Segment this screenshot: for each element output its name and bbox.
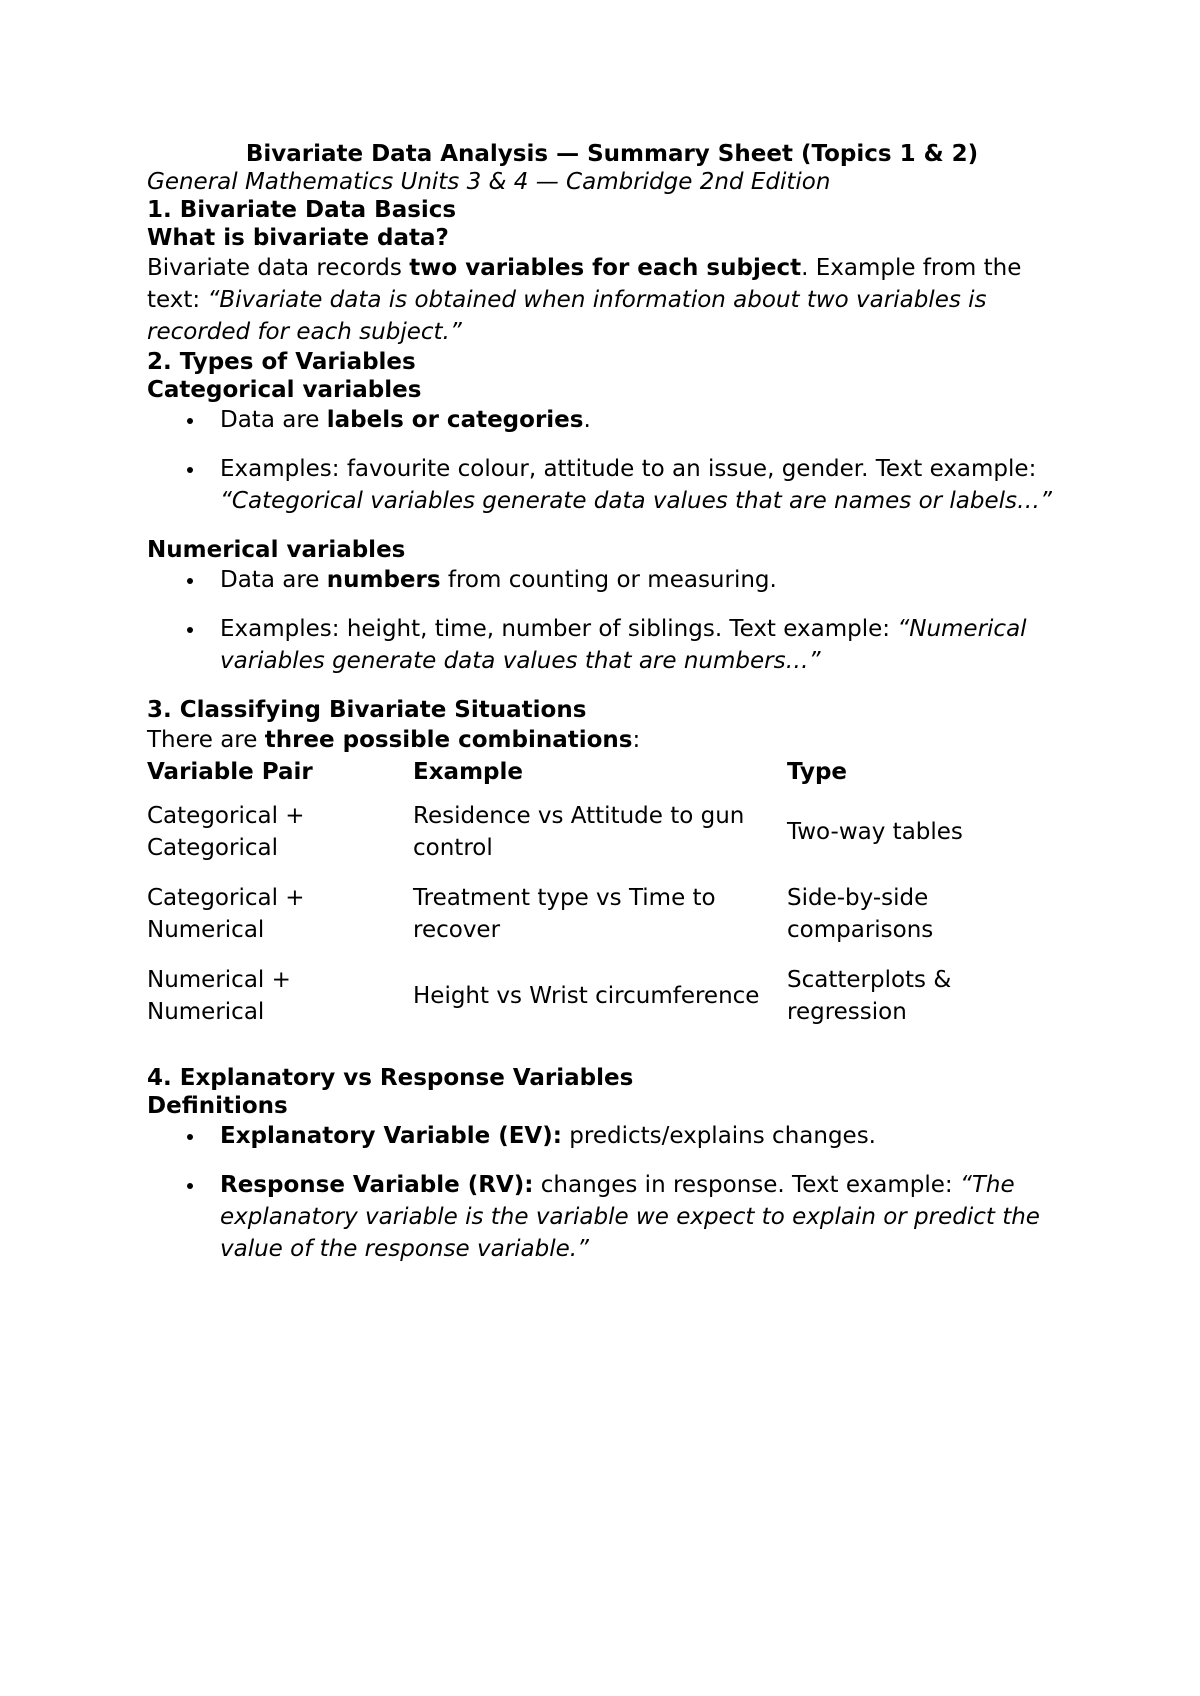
- section-4-heading: 4. Explanatory vs Response Variables: [147, 1065, 634, 1091]
- item-text: Data are: [220, 567, 327, 593]
- section-2-heading: 2. Types of Variables: [147, 349, 416, 375]
- document-subtitle: General Mathematics Units 3 & 4 — Cambridge 2nd Edition: [147, 169, 831, 195]
- table-cell: Two-way tables: [787, 819, 963, 845]
- table-cell: Side-by-side comparisons: [787, 885, 934, 943]
- table-cell: Categorical + Categorical: [147, 803, 305, 861]
- section-1-subheading: What is bivariate data?: [147, 225, 449, 251]
- list-item: [147, 453, 1077, 517]
- document-title: Bivariate Data Analysis — Summary Sheet (Topics 1 & 2): [245, 141, 979, 167]
- section-1-text-mid: . Example from the text:: [147, 255, 1022, 313]
- numerical-list: [147, 564, 1077, 677]
- rv-quote: “The explanatory variable is the variable we expect to explain or predict the value of the response variable.”: [220, 1172, 1040, 1262]
- definitions-heading: Definitions: [147, 1093, 288, 1119]
- item-text: Examples: height, time, number of siblings. Text example:: [220, 616, 898, 642]
- column-header-example: Example: [413, 759, 523, 785]
- ev-label: Explanatory Variable (EV):: [220, 1123, 562, 1149]
- bullet-icon: [187, 578, 193, 584]
- item-quote: “Categorical variables generate data values that are names or labels…”: [220, 488, 1052, 514]
- table-row: [147, 800, 1077, 882]
- list-item: [147, 564, 1077, 596]
- item-quote: “Numerical variables generate data values that are numbers…”: [220, 616, 1027, 674]
- list-item: [147, 1169, 1077, 1265]
- rv-text: changes in response. Text example:: [533, 1172, 960, 1198]
- section-1-emphasis: two variables for each subject: [409, 255, 802, 281]
- list-item: [147, 613, 1077, 677]
- numerical-heading: Numerical variables: [147, 537, 406, 563]
- item-text-end: from counting or measuring.: [440, 567, 777, 593]
- table-cell: Scatterplots & regression: [787, 967, 952, 1025]
- intro-text-end: :: [632, 727, 641, 753]
- section-3-heading: 3. Classifying Bivariate Situations: [147, 697, 587, 723]
- item-emphasis: numbers: [326, 567, 441, 593]
- section-1-paragraph: [147, 252, 1077, 348]
- section-1-text: Bivariate data records: [147, 255, 410, 281]
- table-row: [147, 882, 1077, 964]
- item-text: Data are: [220, 407, 327, 433]
- intro-emphasis: three possible combinations: [264, 727, 633, 753]
- item-emphasis: labels or categories: [326, 407, 584, 433]
- ev-text: predicts/explains changes.: [561, 1123, 876, 1149]
- bullet-icon: [187, 627, 193, 633]
- bullet-icon: [187, 1183, 193, 1189]
- document-content: [147, 140, 1077, 1284]
- item-text: Examples: favourite colour, attitude to an issue, gender. Text example:: [220, 456, 1037, 482]
- definitions-list: [147, 1120, 1077, 1265]
- section-3-intro: [147, 724, 1077, 756]
- table-cell: Numerical + Numerical: [147, 967, 291, 1025]
- table-cell: Height vs Wrist circumference: [413, 983, 760, 1009]
- list-item: [147, 1120, 1077, 1152]
- categorical-heading: Categorical variables: [147, 377, 422, 403]
- bullet-icon: [187, 467, 193, 473]
- bullet-icon: [187, 418, 193, 424]
- table-cell: Residence vs Attitude to gun control: [413, 803, 745, 861]
- section-1-heading: 1. Bivariate Data Basics: [147, 197, 457, 223]
- table-cell: Treatment type vs Time to recover: [413, 885, 716, 943]
- intro-text: There are: [147, 727, 265, 753]
- column-header-variable-pair: Variable Pair: [147, 759, 313, 785]
- bullet-icon: [187, 1134, 193, 1140]
- column-header-type: Type: [787, 759, 848, 785]
- table-header-row: [147, 756, 1077, 800]
- combinations-table: [147, 756, 1077, 1046]
- item-text-end: .: [583, 407, 591, 433]
- table-cell: Categorical + Numerical: [147, 885, 305, 943]
- categorical-list: [147, 404, 1077, 517]
- rv-label: Response Variable (RV):: [220, 1172, 534, 1198]
- section-1-quote: “Bivariate data is obtained when information about two variables is recorded for each subject.”: [147, 287, 987, 345]
- list-item: [147, 404, 1077, 436]
- table-row: [147, 964, 1077, 1046]
